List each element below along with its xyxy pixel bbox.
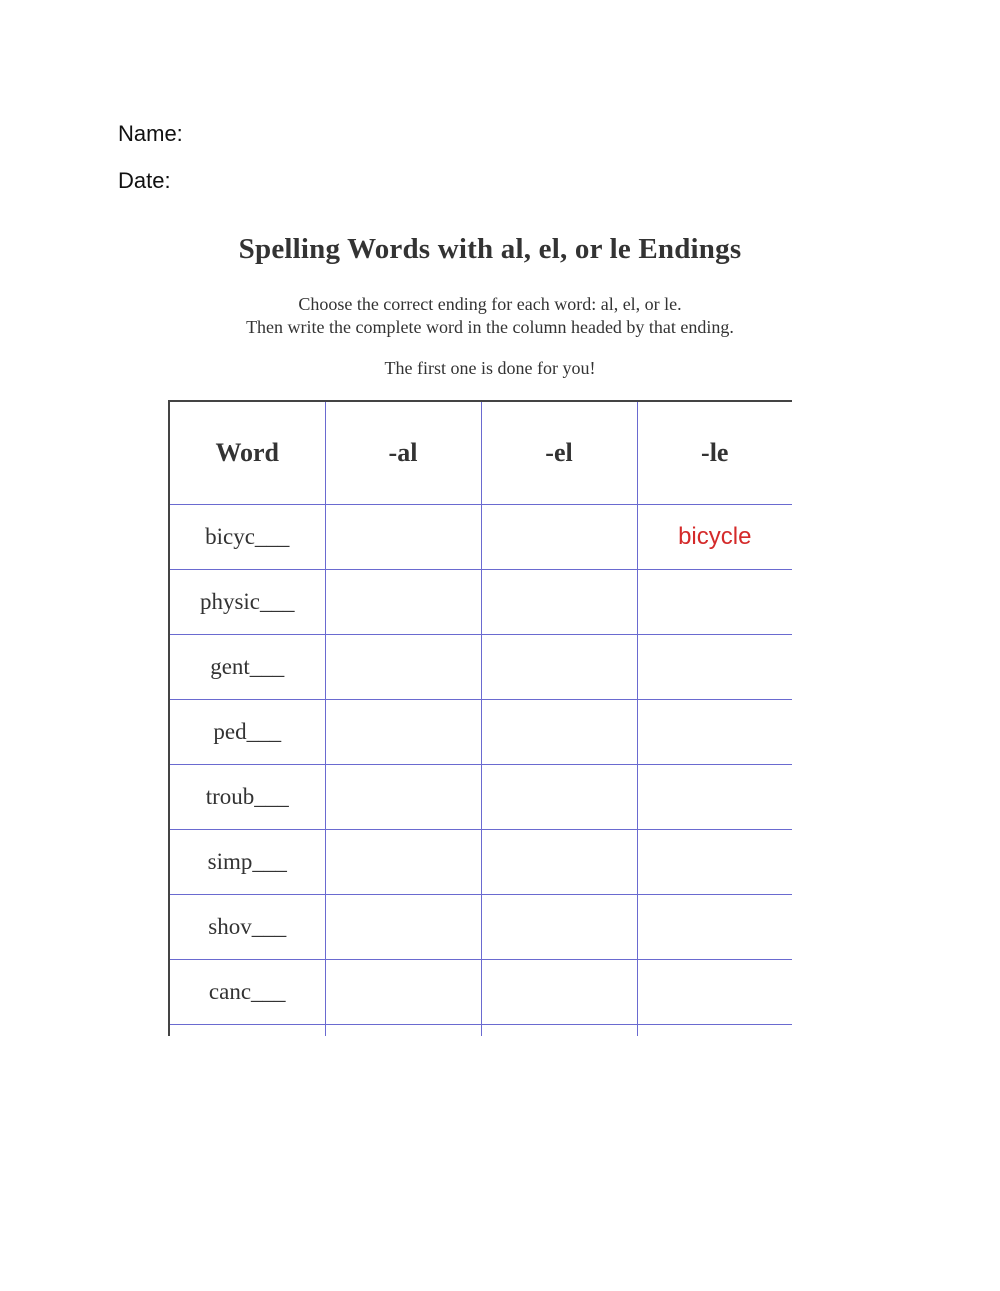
word-cell: shov___ <box>169 895 325 960</box>
instructions <box>0 293 980 339</box>
word-cell: gent___ <box>169 635 325 700</box>
el-answer-cell[interactable] <box>481 505 637 570</box>
el-answer-cell[interactable] <box>481 700 637 765</box>
instruction-line-2: Then write the complete word in the column headed by that ending. <box>246 317 734 337</box>
spelling-table-wrapper <box>168 400 792 1036</box>
al-answer-cell[interactable] <box>325 765 481 830</box>
el-answer-cell[interactable] <box>481 895 637 960</box>
date-label: Date: <box>118 168 171 193</box>
al-answer-cell[interactable] <box>325 960 481 1025</box>
table-row <box>169 570 792 635</box>
word-cell: bicyc___ <box>169 505 325 570</box>
le-answer-cell[interactable] <box>637 895 792 960</box>
word-cell: canc___ <box>169 960 325 1025</box>
el-answer-cell[interactable] <box>481 635 637 700</box>
example-note: The first one is done for you! <box>384 358 596 378</box>
header-el: -el <box>481 401 637 505</box>
el-answer-cell[interactable] <box>481 570 637 635</box>
al-answer-cell[interactable] <box>325 1025 481 1037</box>
worksheet-title: Spelling Words with al, el, or le Endings <box>238 233 742 265</box>
el-answer-cell[interactable] <box>481 1025 637 1037</box>
al-answer-cell[interactable] <box>325 635 481 700</box>
word-cell <box>169 1025 325 1037</box>
table-row <box>169 895 792 960</box>
header-le: -le <box>637 401 792 505</box>
al-answer-cell[interactable] <box>325 505 481 570</box>
le-answer-cell[interactable] <box>637 830 792 895</box>
table-row <box>169 635 792 700</box>
le-answer-cell[interactable] <box>637 570 792 635</box>
el-answer-cell[interactable] <box>481 765 637 830</box>
word-cell: ped___ <box>169 700 325 765</box>
name-label: Name: <box>118 121 183 146</box>
table-row-partial <box>169 1025 792 1037</box>
table-row <box>169 960 792 1025</box>
al-answer-cell[interactable] <box>325 700 481 765</box>
word-cell: simp___ <box>169 830 325 895</box>
le-answer-cell[interactable] <box>637 765 792 830</box>
word-cell: physic___ <box>169 570 325 635</box>
table-row <box>169 830 792 895</box>
al-answer-cell[interactable] <box>325 570 481 635</box>
header-word: Word <box>169 401 325 505</box>
le-answer-cell[interactable]: bicycle <box>637 505 792 570</box>
table-row <box>169 505 792 570</box>
le-answer-cell[interactable] <box>637 700 792 765</box>
al-answer-cell[interactable] <box>325 895 481 960</box>
instruction-line-1: Choose the correct ending for each word: al, el, or le. <box>298 294 682 314</box>
table-row <box>169 765 792 830</box>
le-answer-cell[interactable] <box>637 1025 792 1037</box>
table-row <box>169 700 792 765</box>
spelling-table <box>168 400 792 1036</box>
el-answer-cell[interactable] <box>481 830 637 895</box>
word-cell: troub___ <box>169 765 325 830</box>
le-answer-cell[interactable] <box>637 960 792 1025</box>
table-header-row <box>169 401 792 505</box>
le-answer-cell[interactable] <box>637 635 792 700</box>
el-answer-cell[interactable] <box>481 960 637 1025</box>
al-answer-cell[interactable] <box>325 830 481 895</box>
header-al: -al <box>325 401 481 505</box>
